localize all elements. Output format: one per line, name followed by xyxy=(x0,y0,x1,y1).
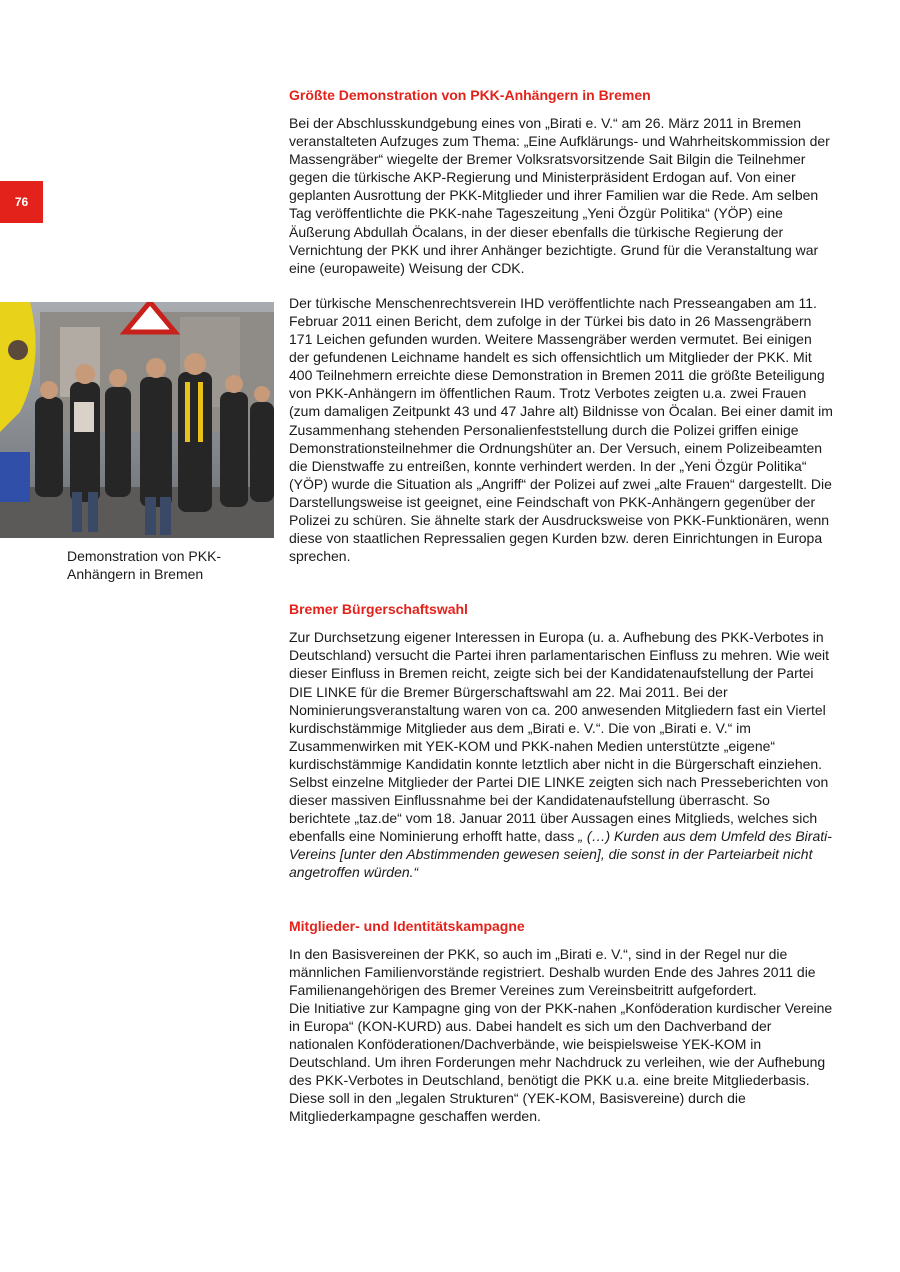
demonstration-photo xyxy=(0,302,274,538)
page-number-tab xyxy=(0,181,43,223)
photo-caption: Demonstration von PKK-Anhängern in Bremen xyxy=(67,548,222,582)
section-heading-demonstration: Größte Demonstration von PKK-Anhängern in Bremen xyxy=(289,87,651,103)
paragraph: Der türkische Menschenrechtsverein IHD veröffentlichte nach Presseangaben am 11. Februar 2011 einen Bericht, dem zufolge in der Türkei bis dato in 26 Massengräbern 171 Leichen gefunden wurden. Weitere Massengräber werden vermutet. Bei einigen der gefundenen Leichname handelt es sich offensichtlich um Mitglieder der PKK. Mit 400 Teilnehmern erreichte diese Demonstration in Bremen 2011 die größte Beteiligung von PKK-Anhängern im öffentlichen Raum. Trotz Verbotes zeigten u.a. zwei Frauen (zum damaligen Zeitpunkt 43 und 47 Jahre alt) Bildnisse von Öcalan. Bei einer damit im Zusammenhang stehenden Personalienfeststellung durch die Polizei griffen einige Demonstrationsteilnehmer die Ordnungshüter an. Der Versuch, einem Polizeibeamten die Dienstwaffe zu entreißen, konnte verhindert werden. In der „Yeni Özgür Politika“ (YÖP) wurde die Situation als „Angriff“ der Polizei auf zwei „alte Frauen“ dargestellt. Die Darstellungsweise ist geeignet, eine Feindschaft von PKK-Anhängern gegenüber der Polizei zu schüren. Sie ähnelte stark der Ausdrucksweise von PKK-Funktionären, wenn diese von staatlichen Repressalien gegen Kurden bzw. deren Einrichtungen in Europa sprechen. xyxy=(289,294,833,565)
paragraph: In den Basisvereinen der PKK, so auch im „Birati e. V.“, sind in der Regel nur die männlichen Familienvorstände registriert. Deshalb wurden Ende des Jahres 2011 die Familienangehörigen des Bremer Vereines zum Vereinsbeitritt aufgefordert. xyxy=(289,945,816,998)
quote: „ (…) Kurden aus dem Umfeld des Birati-Vereins [unter den Abstimmenden gewesen seien], die sonst in der Parteiarbeit nicht angetroffen würden.“ xyxy=(289,828,832,881)
section-heading-buergerschaftswahl: Bremer Bürgerschaftswahl xyxy=(289,601,468,618)
paragraph: Bei der Abschlusskundgebung eines von „Birati e. V.“ am 26. März 2011 in Bremen veranstalteten Aufzuges zum Thema: „Eine Aufklärungs- und Wahrheitskommission der Massengräber“ wiegelte der Bremer Volksratsvorsitzende Sait Bilgin die Teilnehmer gegen die türkische AKP-Regierung und Ministerpräsident Erdogan auf. Von einer geplanten Ausrottung der PKK-Mitglieder und ihrer Familien war die Rede. Am selben Tag veröffentlichte die PKK-nahe Tageszeitung „Yeni Özgür Politika“ (YÖP) eine Äußerung Abdullah Öcalans, in der dieser ebenfalls die türkische Regierung der Vernichtung der PKK und ihrer Anhänger bezichtigte. Grund für die Veranstaltung war eine (europaweite) Weisung der CDK. xyxy=(289,115,830,276)
paragraph-text: Zur Durchsetzung eigener Interessen in Europa (u. a. Aufhebung des PKK-Verbotes in Deutschland) versucht die Partei ihren parlamentarischen Einfluss zu mehren. Wie weit dieser Einfluss in Bremen reicht, zeigte sich bei der Kandidatenaufstellung der Partei DIE LINKE für die Bremer Bürgerschaftswahl am 22. Mai 2011. Bei der Nominierungsveranstaltung waren von ca. 200 anwesenden Mitgliedern fast ein Viertel kurdischstämmige Mitglieder aus dem „Birati e. V.“. Die von „Birati e. V.“ im Zusammenwirken mit YEK-KOM und PKK-nahen Medien unterstützte „eigene“ kurdischstämmige Kandidatin konnte letztlich aber nicht in die Bürgerschaft einziehen. Selbst einzelne Mitglieder der Partei DIE LINKE zeigten sich nach Presseberichten von dieser massiven Einflussnahme bei der Kandidatenaufstellung überrascht. So berichtete „taz.de“ vom 18. Januar 2011 über Aussagen eines Mitglieds, welches sich ebenfalls eine Nominierung erhofft hatte, dass xyxy=(289,629,830,845)
section-heading-mitgliederkampagne: Mitglieder- und Identitätskampagne xyxy=(289,917,525,934)
main-text-column xyxy=(289,85,834,1126)
demonstration-photo-illustration xyxy=(0,302,274,538)
paragraph xyxy=(289,628,834,881)
page-number: 76 xyxy=(14,195,29,209)
paragraph: Die Initiative zur Kampagne ging von der PKK-nahen „Konföderation kurdischer Vereine in Europa“ (KON-KURD) aus. Dabei handelt es sich um den Dachverband der nationalen Konföderationen/Dachverbände, wie beispielsweise YEK-KOM in Deutschland. Um ihren Forderungen mehr Nachdruck zu verleihen, wie der Aufhebung des PKK-Verbotes in Deutschland, benötigt die PKK u.a. eine breite Mitgliederbasis. Diese soll in den „legalen Strukturen“ (YEK-KOM, Basisvereine) durch die Mitgliederkampagne geschaffen werden. xyxy=(289,999,833,1125)
